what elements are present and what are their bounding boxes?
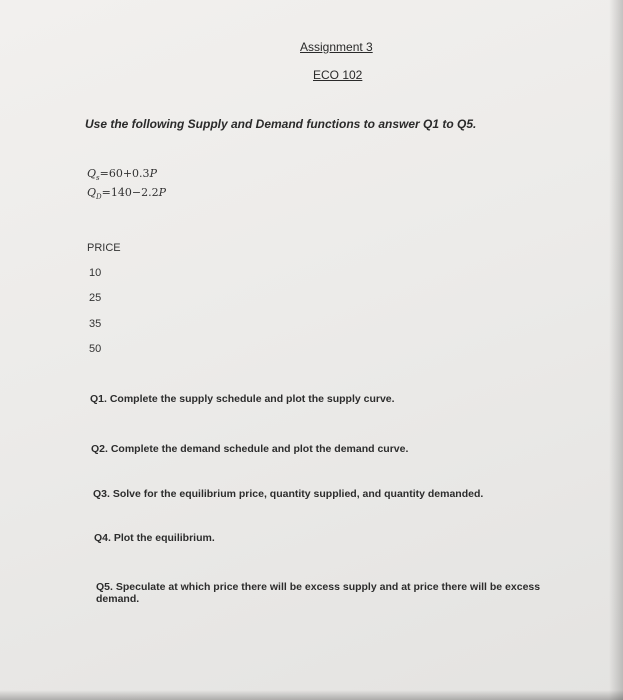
demand-equation xyxy=(87,186,166,201)
price-value: 50 xyxy=(89,343,102,355)
instructions-text: Use the following Supply and Demand functions to answer Q1 to Q5. xyxy=(85,117,477,131)
course-code: ECO 102 xyxy=(313,68,363,82)
demand-subscript: D xyxy=(96,193,102,202)
question-3: Q3. Solve for the equilibrium price, quantity supplied, and quantity demanded. xyxy=(93,488,484,500)
question-5: Q5. Speculate at which price there will be excess supply and at price there will be excess demand. xyxy=(96,581,541,605)
demand-var: P xyxy=(158,186,166,199)
supply-rhs: =60+0.3 xyxy=(99,167,150,180)
supply-var: P xyxy=(149,167,157,180)
question-4: Q4. Plot the equilibrium. xyxy=(94,532,215,544)
page-bottom-shadow xyxy=(0,690,623,700)
price-value: 35 xyxy=(89,318,102,330)
supply-subscript: s xyxy=(96,174,100,183)
assignment-title: Assignment 3 xyxy=(300,40,373,54)
supply-symbol: Q xyxy=(87,167,97,180)
demand-symbol: Q xyxy=(87,186,97,199)
demand-rhs: =140−2.2 xyxy=(101,186,159,199)
page-edge-shadow xyxy=(609,0,623,700)
price-value: 10 xyxy=(89,267,102,279)
question-1: Q1. Complete the supply schedule and plot the supply curve. xyxy=(90,393,395,405)
question-2: Q2. Complete the demand schedule and plot the demand curve. xyxy=(91,443,409,455)
supply-equation xyxy=(87,167,157,182)
price-column-header: PRICE xyxy=(87,242,121,254)
price-value: 25 xyxy=(89,292,102,304)
